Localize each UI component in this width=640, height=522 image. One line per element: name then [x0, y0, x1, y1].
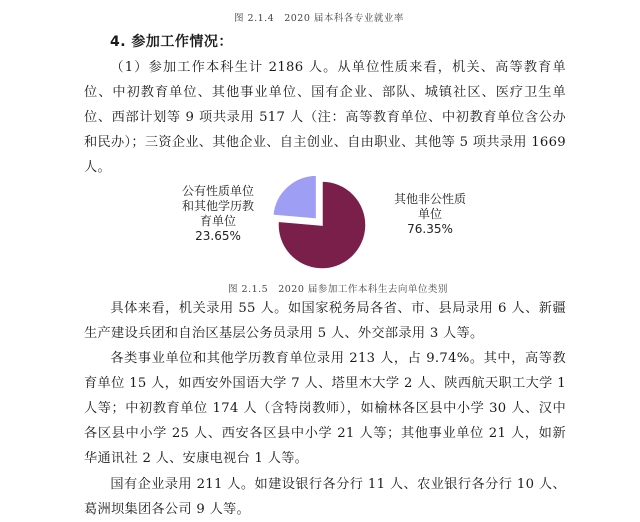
paragraph-institutions: 各类事业单位和其他学历教育单位录用 213 人，占 9.74%。其中，高等教育单位 15 人，如西安外国语大学 7 人、塔里木大学 2 人、陕西航天职工大学 1 人等；中初教育单位 174 人（含特岗教师），如榆林各区县中小学 30 人、汉中各区县中小学 25 人、西安各区县中小学 21 人等；其他事业单位 21 人，如新华通讯社 2 人、安康电视台 1 人等。	[84, 351, 566, 466]
pie-label-public-value: 23.65%	[195, 229, 241, 243]
top-figure-caption: 图 2.1.4 2020 届本科各专业就业率	[234, 13, 404, 24]
pie-label-public-line: 育单位	[199, 214, 236, 228]
pie-label-private-value: 76.35%	[407, 222, 453, 236]
pie-slice-public	[273, 175, 317, 219]
paragraph-state-enterprises: 国有企业录用 211 人。如建设银行各分行 11 人、农业银行各分行 10 人、葛洲坝集团各公司 9 人等。	[84, 477, 566, 517]
section-heading: 4. 参加工作情况：	[110, 34, 233, 50]
paragraph-employment-total: （1）参加工作本科生计 2186 人。从单位性质来看，机关、高等教育单位、中初教育单位、其他事业单位、国有企业、部队、城镇社区、医疗卫生单位、西部计划等 9 项共录用 517 人（注：高等教育单位、中初教育单位含公办和民办）；三资企业、其他企业、自主创业、自由职业、其他等 5 项共录用 1669 人。	[84, 60, 566, 175]
pie-label-public-line: 公有性质单位	[181, 184, 254, 198]
chart-caption: 图 2.1.5 2020 届参加工作本科生去向单位类别	[228, 284, 448, 295]
pie-label-public	[163, 184, 273, 244]
pie-label-private-line: 其他非公性质	[393, 192, 466, 206]
pie-label-private-line: 单位	[417, 207, 442, 221]
pie-chart	[258, 170, 378, 280]
pie-label-public-line: 和其他学历教	[181, 199, 254, 213]
pie-label-private	[380, 192, 480, 237]
paragraph-government: 具体来看，机关录用 55 人。如国家税务局各省、市、县局录用 6 人、新疆生产建设兵团和自治区基层公务员录用 5 人、外交部录用 3 人等。	[84, 301, 566, 341]
